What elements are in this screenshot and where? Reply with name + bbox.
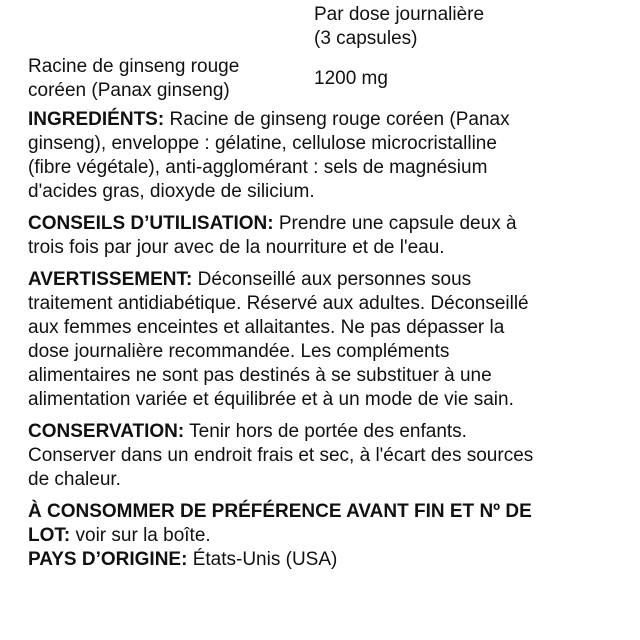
- storage-label: CONSERVATION:: [28, 421, 185, 442]
- ingredients-text: Racine de ginseng rouge coréen (Panax ginseng), enveloppe : gélatine, cellulose microcristalline (fibre végétale), anti-agglomérant : sels de magnésium d'acides gras, dioxyde de silicium.: [28, 109, 510, 202]
- usage-text: Prendre une capsule deux à trois fois par jour avec de la nourriture et de l'eau.: [28, 213, 517, 258]
- best-before-label: À CONSOMMER DE PRÉFÉRENCE AVANT FIN ET Nº DE LOT:: [28, 501, 532, 546]
- usage-section: [28, 212, 538, 260]
- dose-header-line2: (3 capsules): [314, 28, 418, 49]
- warning-label: AVERTISSEMENT:: [28, 269, 193, 290]
- table-row: [28, 55, 548, 103]
- ingredients-section: [28, 108, 538, 204]
- best-before-text: voir sur la boîte.: [70, 525, 211, 546]
- table-header-dose-cell: [314, 3, 548, 53]
- ingredients-label: INGREDIÉNTS:: [28, 109, 165, 130]
- ingredient-name-cell: [28, 55, 314, 103]
- storage-text: Tenir hors de portée des enfants. Conserver dans un endroit frais et sec, à l'écart des sources de chaleur.: [28, 421, 534, 490]
- ingredient-amount-cell: 1200 mg: [314, 68, 388, 89]
- origin-section: [28, 548, 538, 572]
- supplement-facts-table: [28, 3, 548, 103]
- origin-text: États-Unis (USA): [187, 549, 338, 570]
- warning-text: Déconseillé aux personnes sous traitement antidiabétique. Réservé aux adultes. Déconseillé aux femmes enceintes et allaitantes. Ne pas dépasser la dose journalière recommandée. Les compléments alimentaires ne sont pas destinés à se substituer à une alimentation variée et équilibrée et à un mode de vie sain.: [28, 269, 529, 410]
- ingredient-name-line2: coréen (Panax ginseng): [28, 80, 230, 101]
- table-header-row: [28, 3, 548, 53]
- origin-label: PAYS D’ORIGINE:: [28, 549, 188, 570]
- usage-label: CONSEILS D’UTILISATION:: [28, 213, 274, 234]
- dose-header-line1: Par dose journalière: [314, 4, 485, 25]
- label-text-body: [28, 108, 538, 572]
- storage-section: [28, 420, 538, 492]
- best-before-section: [28, 500, 538, 548]
- warning-section: [28, 268, 538, 412]
- table-header-empty-cell: [28, 3, 314, 53]
- ingredient-name-line1: Racine de ginseng rouge: [28, 56, 240, 77]
